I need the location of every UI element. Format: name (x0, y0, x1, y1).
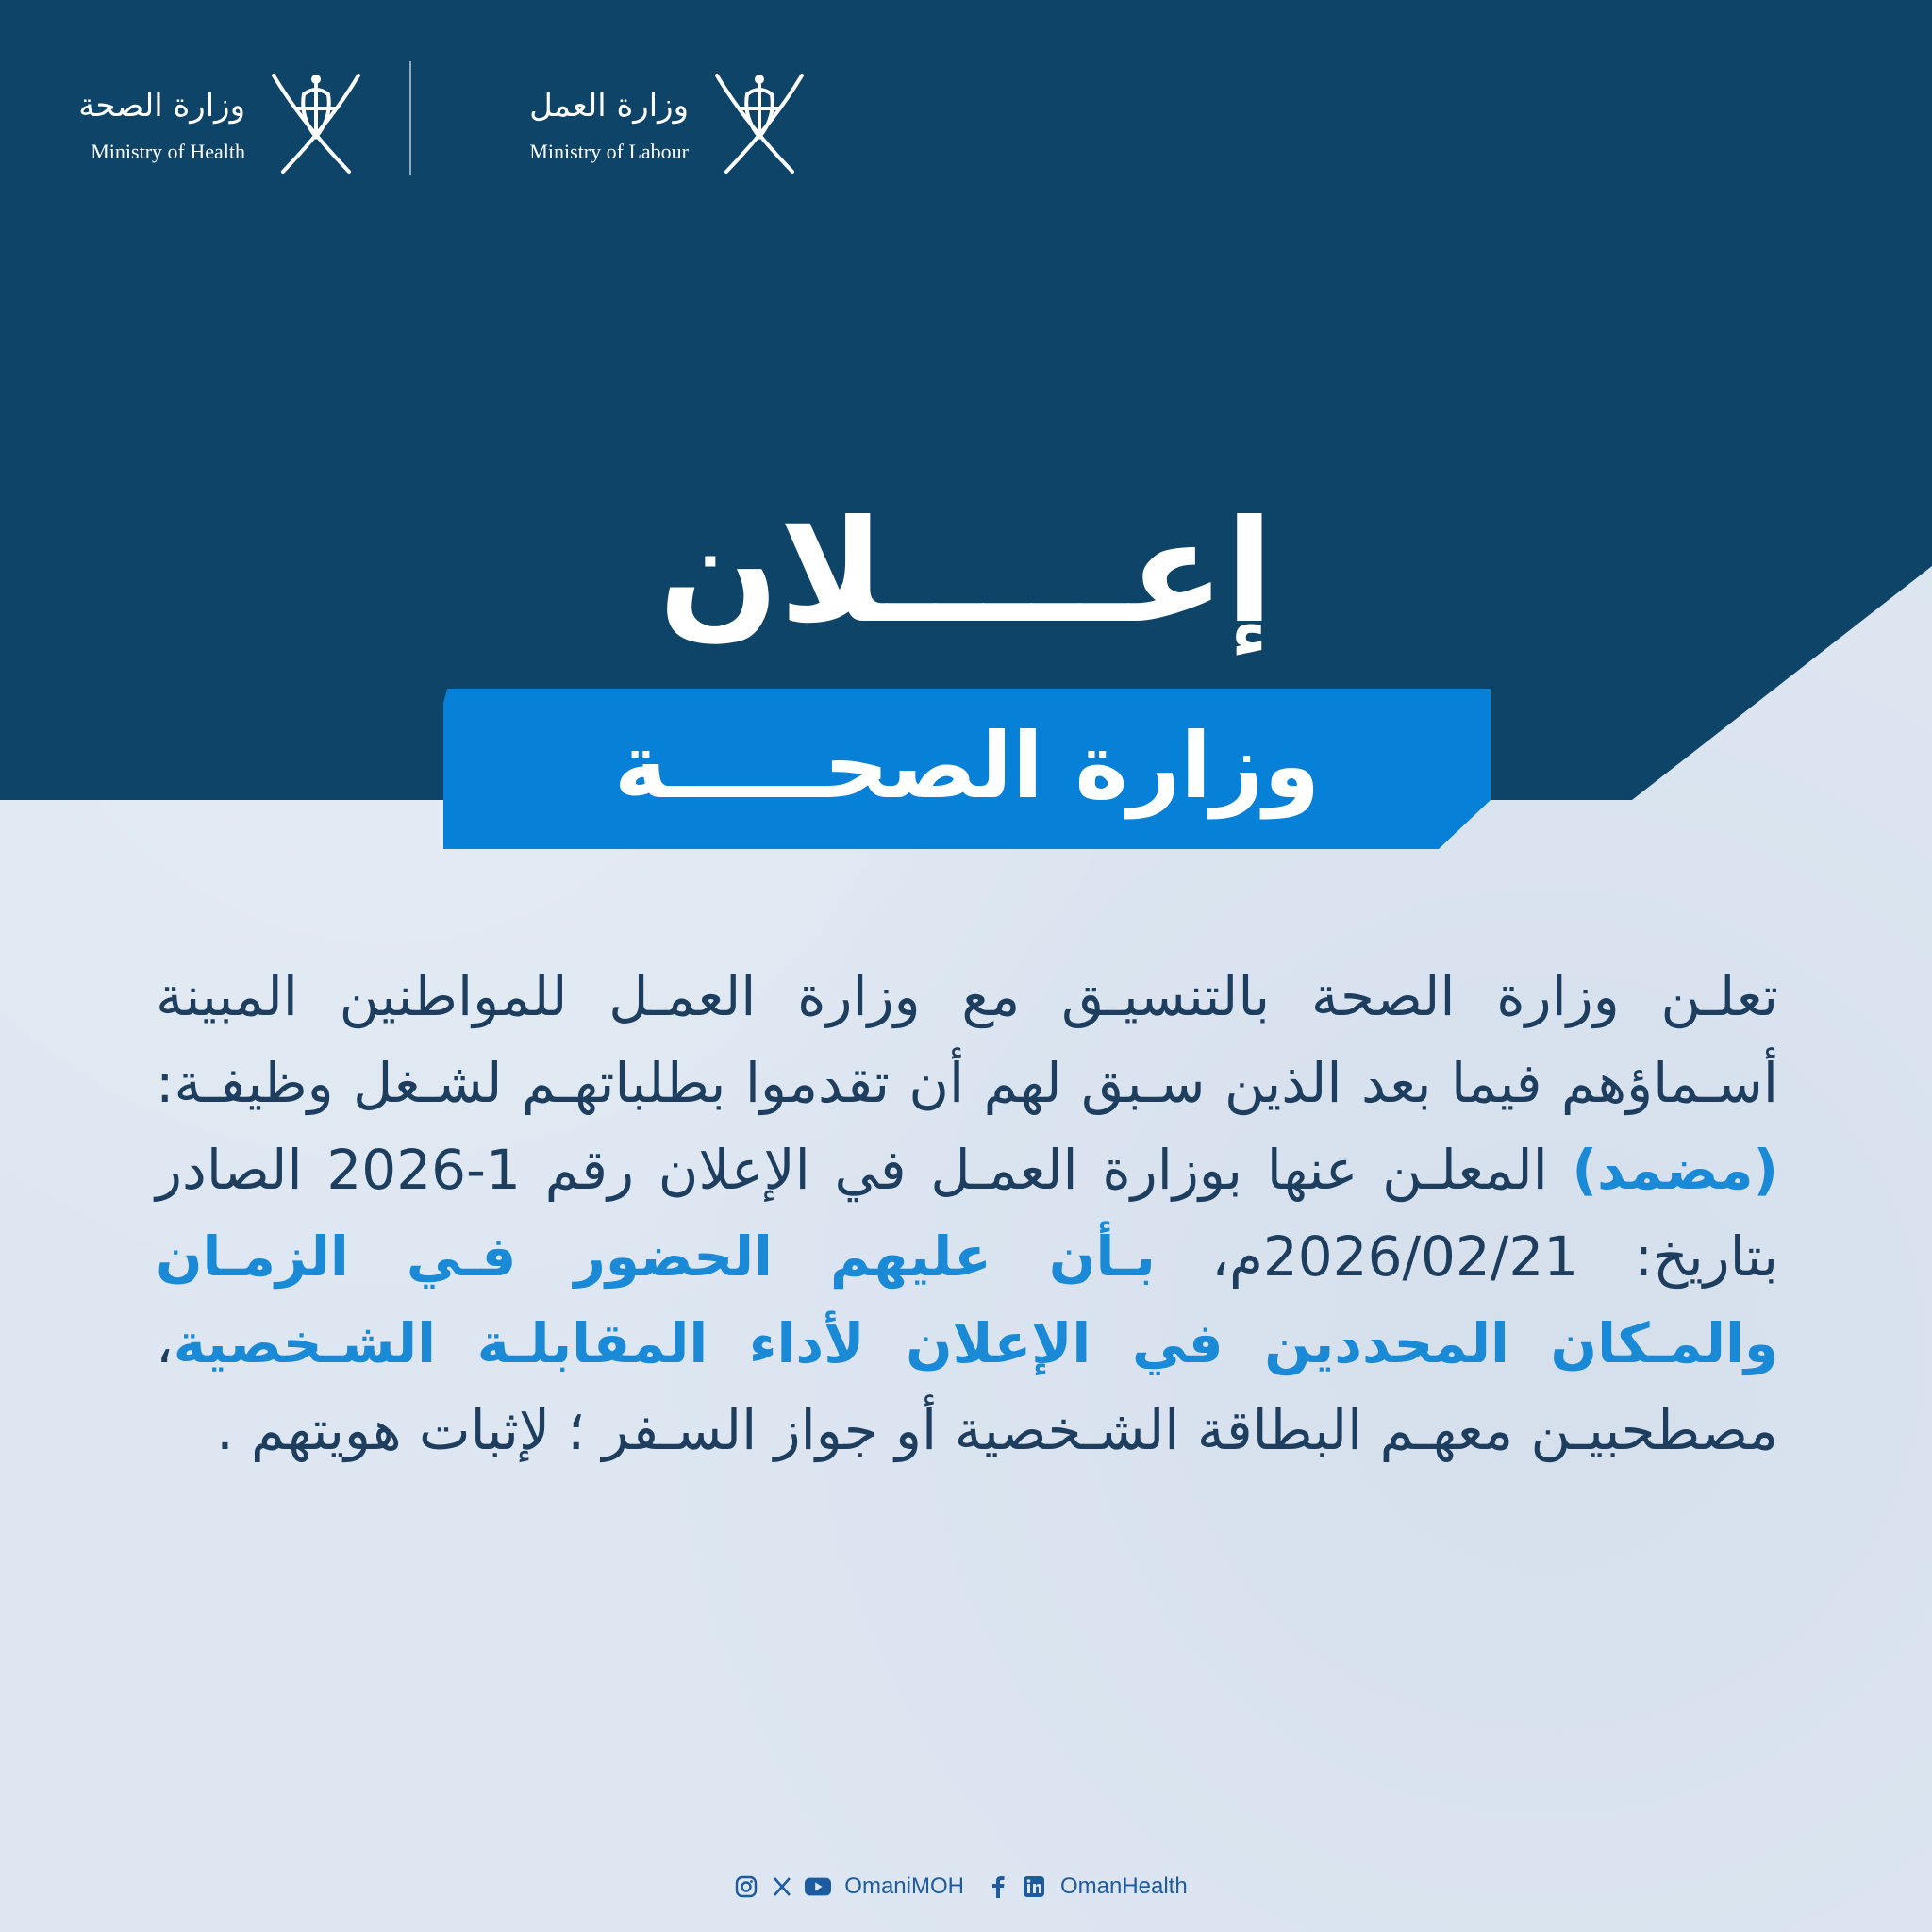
labour-english-name: Ministry of Labour (529, 140, 689, 163)
body-intro: تعلـن وزارة الصحة بالتنسيـق مع وزارة العمـل للمواطنين المبينة أسـماؤهم فيما بعد الذين سـبق لهم أن تقدموا بطلباتهـم لشـغل وظيفـة: (156, 964, 1778, 1115)
logo-divider (409, 61, 411, 175)
announcement-title: إعـــــلان (658, 491, 1274, 655)
facebook-icon[interactable] (985, 1874, 1011, 1900)
announcement-body (156, 953, 1778, 1474)
health-arabic-name: وزارة الصحة (78, 87, 245, 125)
youtube-icon[interactable] (805, 1874, 831, 1900)
emblem-icon (264, 66, 368, 179)
labour-arabic-name: وزارة العمل (529, 87, 689, 125)
ministry-of-health-logo (75, 66, 368, 189)
body-highlight: بـأن عليهم الحضور فـي الزمـان والمـكان المحددين في الإعلان لأداء المقابلـة الشـخصية (156, 1224, 1778, 1375)
body-closing: ، مصطحبيـن معهـم البطاقة الشـخصية أو جواز السـفر ؛ لإثبات هويتهم . (156, 1311, 1778, 1462)
social-footer (0, 1870, 1932, 1904)
instagram-icon[interactable] (733, 1874, 759, 1900)
body-announcement-ref: المعلـن عنها بوزارة العمـل في الإعلان رقم 1-2026 الصادر بتاريخ: 2026/02/21م، (156, 1138, 1778, 1289)
health-english-name: Ministry of Health (91, 140, 245, 163)
emblem-icon (708, 66, 811, 179)
handle-omanhealth[interactable]: OmanHealth (1059, 1874, 1188, 1899)
ministry-logos (75, 66, 755, 189)
banner-label: وزارة الصحـــــة (613, 713, 1321, 819)
linkedin-icon[interactable] (1021, 1874, 1047, 1900)
handle-omanimoh[interactable]: OmaniMOH (844, 1874, 964, 1899)
job-title: (مضمد) (1572, 1138, 1778, 1202)
ministry-of-labour-logo (453, 66, 811, 189)
x-icon[interactable] (769, 1874, 795, 1900)
